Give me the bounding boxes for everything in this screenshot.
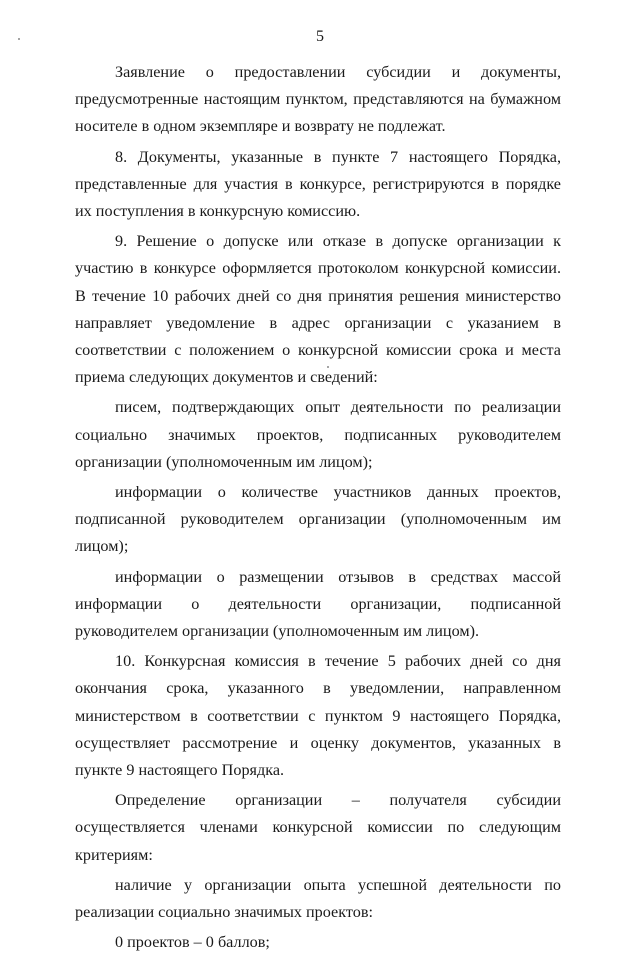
- paragraph-item-8: 8. Документы, указанные в пункте 7 настоящего Порядка, представленные для участия в конкурсе, регистрируются в порядке их поступления в конкурсную комиссию.: [75, 147, 561, 221]
- paragraph-recipient-criteria: Определение организации – получателя субсидии осуществляется членами конкурсной комиссии по следующим критериям:: [75, 791, 561, 864]
- paragraph-letters: писем, подтверждающих опыт деятельности по реализации социально значимых проектов, подписанных руководителем организации (уполномоченным им лицом);: [75, 398, 561, 471]
- paragraph-item-10: 10. Конкурсная комиссия в течение 5 рабочих дней со дня окончания срока, указанного в уведомлении, направленном министерством в соответствии с пунктом 9 настоящего Порядка, осуществляет рассмотрение и оценку документов, указанных в пункте 9 настоящего Порядка.: [75, 652, 561, 780]
- paragraph-media-reviews: информации о размещении отзывов в средствах массой информации о деятельности организации, подписанной руководителем организации (уполномоченным им лицом).: [75, 567, 561, 641]
- page-number: 5: [316, 28, 324, 45]
- paragraph-zero-projects: 0 проектов – 0 баллов;: [115, 933, 270, 952]
- document-body: [75, 59, 561, 960]
- paragraph-application-submission: Заявление о предоставлении субсидии и документы, предусмотренные настоящим пунктом, представляются на бумажном носителе в одном экземпляре и возврату не подлежат.: [75, 63, 561, 136]
- paragraph-participants-info: информации о количестве участников данных проектов, подписанной руководителем организации (уполномоченным им лицом);: [75, 483, 561, 556]
- paragraph-experience-criterion: наличие у организации опыта успешной деятельности по реализации социально значимых проектов:: [75, 875, 561, 922]
- paragraph-item-9: 9. Решение о допуске или отказе в допуске организации к участию в конкурсе оформляется протоколом конкурсной комиссии. В течение 10 рабочих дней со дня принятия решения министерство направляет уведомление в адрес организации с указанием в соответствии с положением о конкурсной комиссии срока и места приема следующих документов и сведений:: [75, 232, 561, 387]
